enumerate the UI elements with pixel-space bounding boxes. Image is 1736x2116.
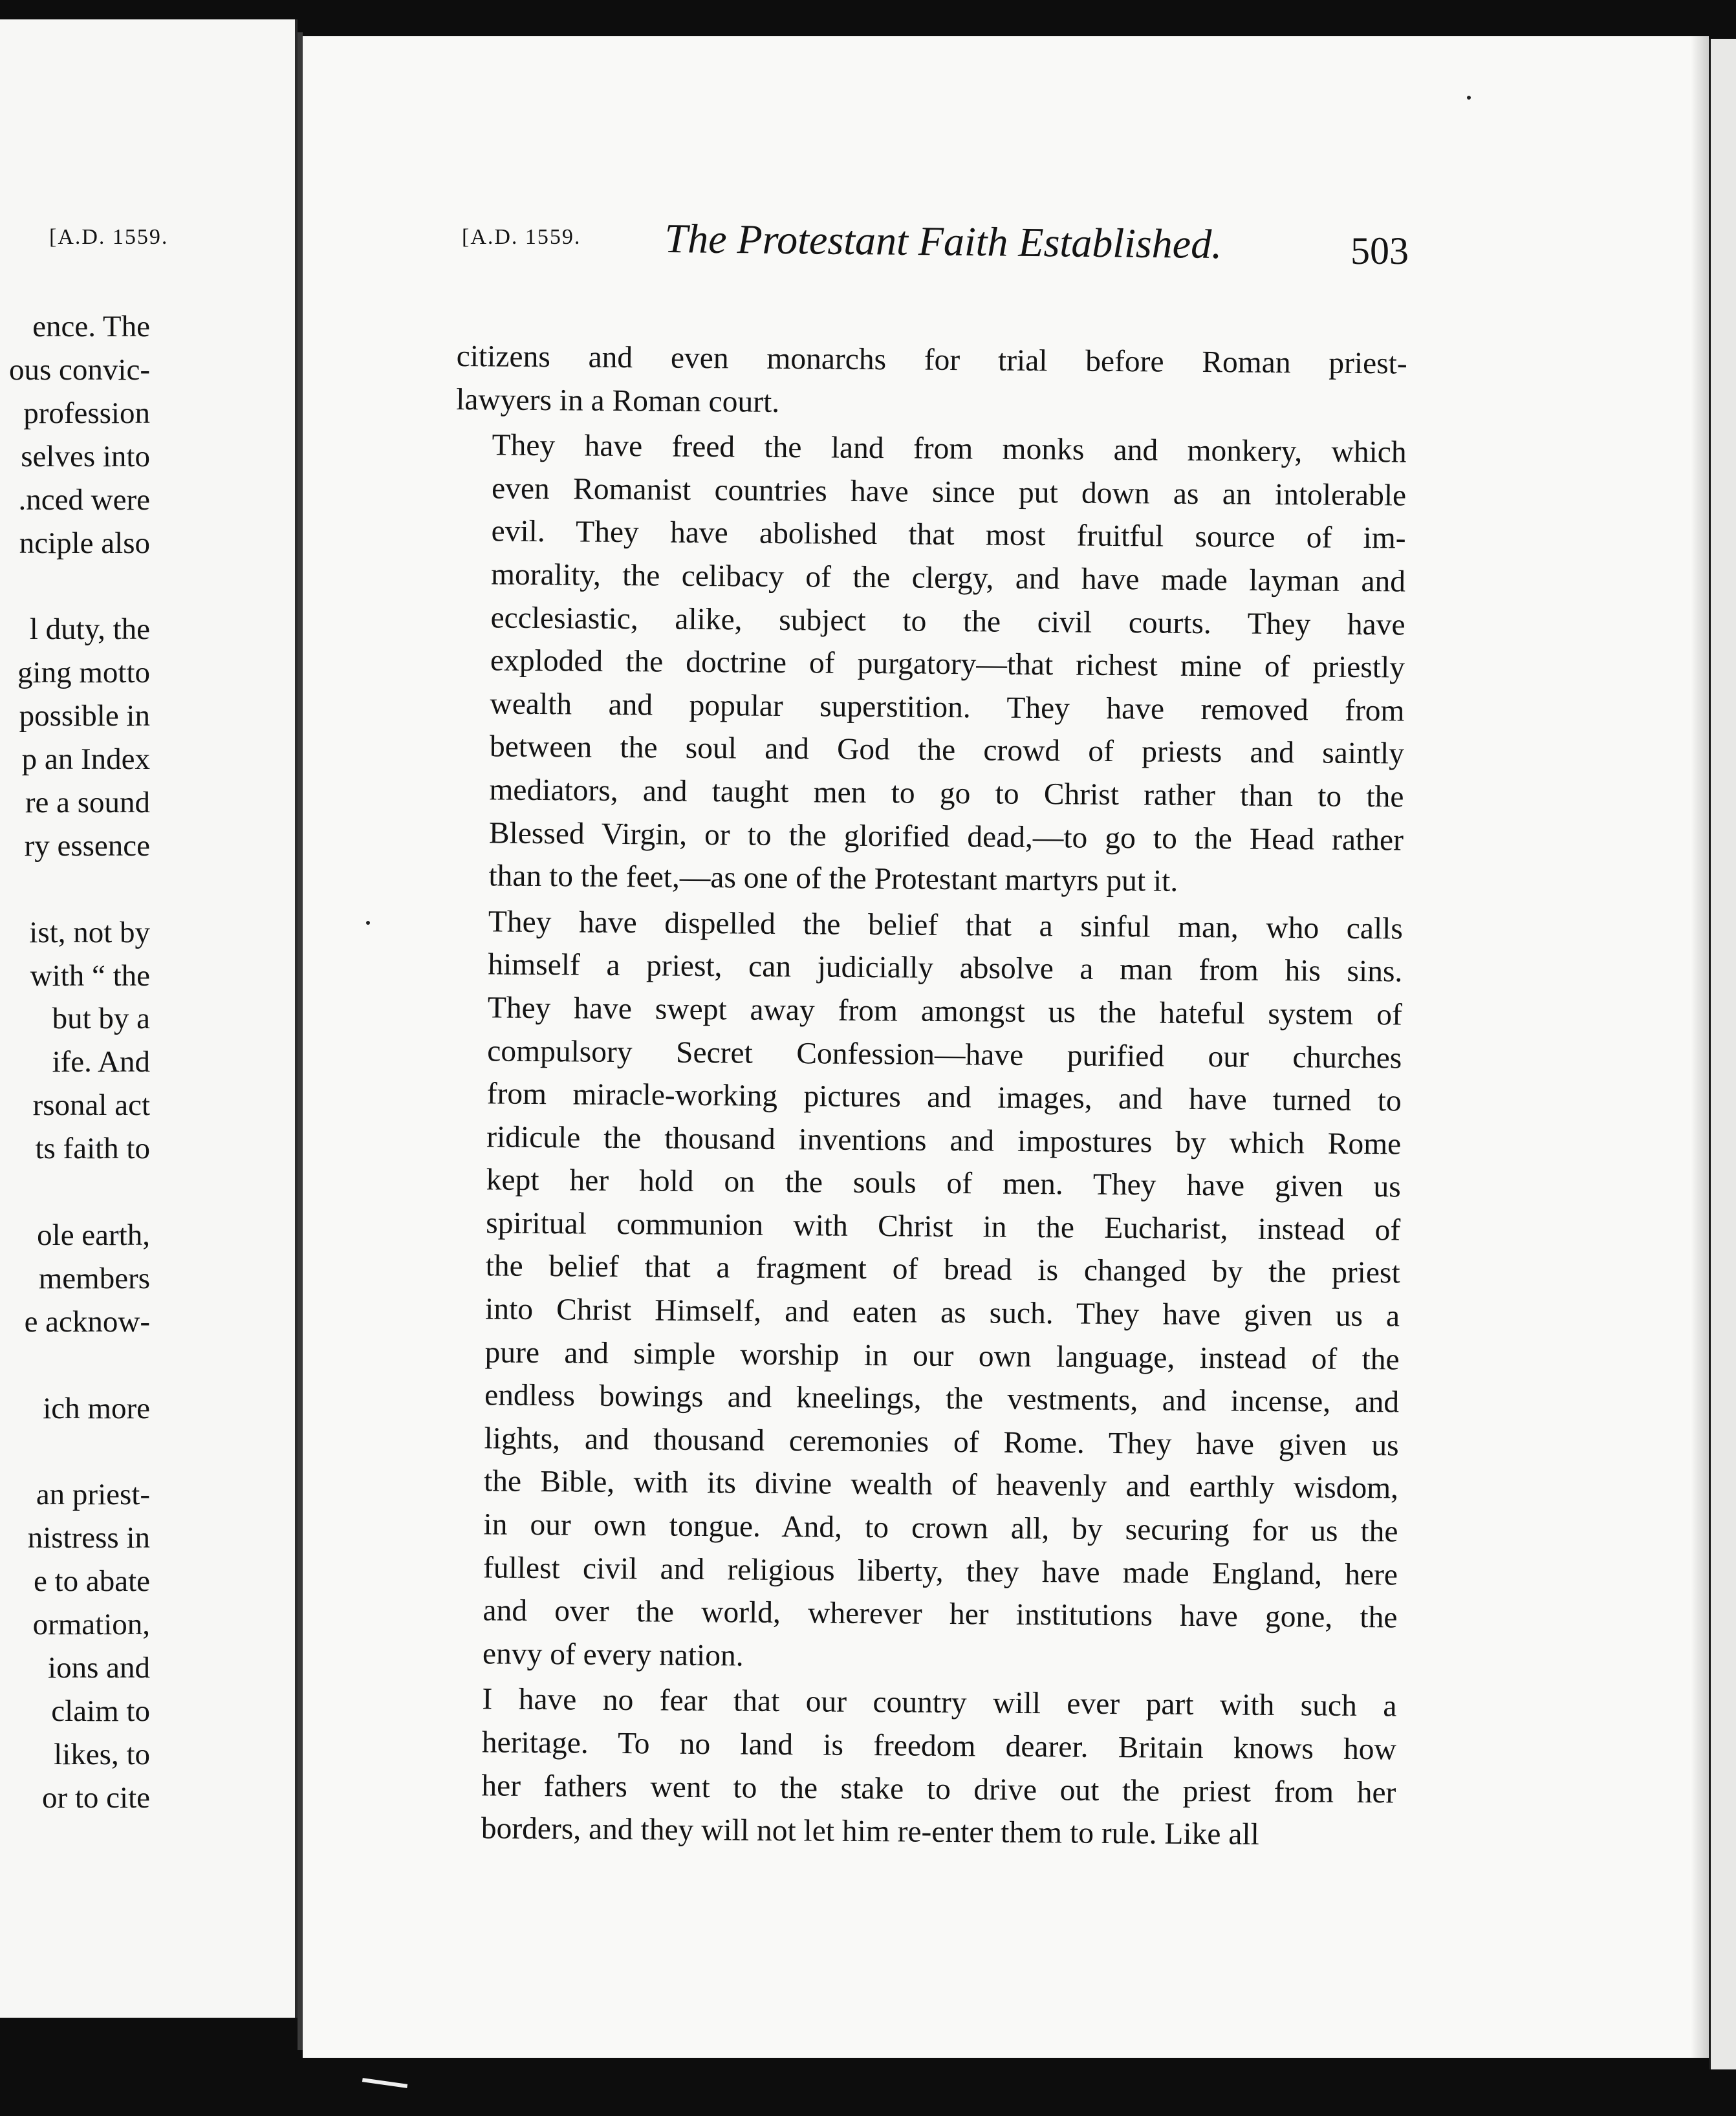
body-paragraph — [456, 335, 1407, 429]
page-body-text — [445, 335, 1407, 1857]
text-line: They have freed the land from monks and monkery, which — [492, 428, 1407, 470]
left-page-line: ole earth, — [37, 1218, 150, 1252]
text-line: in our own tongue. And, to crown all, by securing for us the — [483, 1507, 1398, 1549]
scan-speck — [366, 921, 370, 925]
left-running-head: [A.D. 1559. — [49, 225, 169, 249]
left-page-line: ry essence — [24, 828, 150, 863]
left-page-line: but by a — [52, 1002, 150, 1036]
text-line: pure and simple worship in our own language, instead of the — [484, 1335, 1400, 1377]
text-line: spiritual communion with Christ in the Eucharist, instead of — [486, 1206, 1401, 1247]
left-page-line: rsonal act — [32, 1088, 150, 1123]
text-line: between the soul and God the crowd of priests and saintly — [489, 729, 1405, 771]
left-page-line: profession — [23, 396, 150, 430]
left-page-line: p an Index — [21, 742, 150, 776]
left-page-line: claim to — [51, 1694, 150, 1728]
left-page-line: e to abate — [33, 1564, 150, 1599]
left-page-line: ous convic- — [9, 352, 150, 387]
left-page-line: ife. And — [52, 1045, 150, 1079]
text-line: into Christ Himself, and eaten as such. They have given us a — [484, 1292, 1400, 1333]
left-page-line: e acknow- — [24, 1304, 150, 1339]
text-line: morality, the celibacy of the clergy, and have made layman and — [490, 557, 1406, 599]
page-edge-shadow — [1691, 36, 1709, 2058]
text-line: her fathers went to the stake to drive out the priest from her — [481, 1768, 1396, 1810]
text-line: I have no fear that our country will ever part with such a — [482, 1682, 1397, 1723]
text-line: envy of every nation. — [482, 1637, 744, 1673]
text-line: wealth and popular superstition. They have removed from — [490, 687, 1405, 728]
text-line: the belief that a fragment of bread is changed by the priest — [485, 1249, 1400, 1290]
body-paragraph — [446, 900, 1403, 1683]
left-page-line: nciple also — [19, 526, 150, 560]
body-paragraph — [445, 1678, 1397, 1857]
left-page-line: ence. The — [32, 310, 150, 343]
text-line: heritage. To no land is freedom dearer. Britain knows how — [481, 1725, 1397, 1767]
text-line: Blessed Virgin, or to the glorified dead,—to go to the Head rather — [488, 815, 1404, 858]
left-page-line: possible in — [19, 699, 150, 733]
book-gutter — [298, 32, 303, 2050]
running-title: The Protestant Faith Established. — [664, 215, 1222, 268]
text-line: fullest civil and religious liberty, they have made England, here — [483, 1551, 1398, 1592]
left-page-line: ions and — [48, 1650, 150, 1685]
text-line: evil. They have abolished that most fruitful source of im- — [491, 514, 1406, 556]
facing-page-left — [0, 19, 298, 2018]
page-number: 503 — [1351, 230, 1409, 272]
left-page-line: re a sound — [25, 785, 150, 819]
left-page-line: ging motto — [17, 656, 150, 690]
text-line: They have swept away from amongst us the hateful system of — [487, 991, 1402, 1032]
text-line: borders, and they will not let him re-enter them to rule. Like all — [481, 1811, 1260, 1852]
left-page-line: selves into — [21, 439, 150, 473]
text-line: They have dispelled the belief that a sinful man, who calls — [488, 905, 1404, 946]
page-stack-edge — [1709, 39, 1736, 2069]
left-page-line: ich more — [43, 1391, 150, 1425]
left-page-line: .nced were — [18, 482, 150, 517]
text-line: than to the feet,—as one of the Protestant martyrs put it. — [488, 859, 1178, 898]
scan-speck — [1467, 96, 1471, 100]
text-line: ecclesiastic, alike, subject to the civil courts. They have — [490, 600, 1405, 642]
text-line: endless bowings and kneelings, the vestments, and incense, and — [484, 1378, 1400, 1420]
text-line: the Bible, with its divine wealth of heavenly and earthly wisdom, — [483, 1464, 1399, 1506]
text-line: from miracle-working pictures and images, and have turned to — [486, 1077, 1402, 1118]
left-page-line: l duty, the — [29, 612, 150, 647]
left-page-line: with “ the — [30, 958, 150, 993]
scan-mark — [362, 2078, 407, 2088]
text-line: himself a priest, can judicially absolve a man from his sins. — [488, 947, 1403, 989]
text-line: kept her hold on the souls of men. They have given us — [486, 1163, 1401, 1204]
text-line: and over the world, wherever her institutions have gone, the — [483, 1593, 1398, 1635]
text-line: lawyers in a Roman court. — [456, 382, 780, 419]
left-page-line: ormation, — [32, 1608, 150, 1641]
text-line: lights, and thousand ceremonies of Rome. They have given us — [484, 1421, 1399, 1463]
left-page-line: or to cite — [41, 1780, 150, 1815]
text-line: even Romanist countries have since put down as an intolerable — [491, 471, 1407, 513]
body-paragraph — [452, 424, 1407, 905]
left-page-line: members — [38, 1261, 150, 1295]
left-page-line: ist, not by — [29, 915, 150, 949]
left-page-line: ts faith to — [35, 1132, 150, 1166]
left-page-line: likes, to — [54, 1737, 150, 1771]
text-line: ridicule the thousand inventions and impostures by which Rome — [486, 1120, 1402, 1161]
text-line: citizens and even monarchs for trial before Roman priest- — [456, 339, 1407, 381]
text-line: compulsory Secret Confession—have purified our churches — [487, 1033, 1402, 1075]
running-head-date: [A.D. 1559. — [462, 225, 581, 249]
left-page-line: an priest- — [36, 1478, 150, 1512]
left-page-line: nistress in — [27, 1521, 150, 1555]
page-503 — [303, 36, 1709, 2058]
text-line: mediators, and taught men to go to Christ rather than to the — [489, 773, 1404, 814]
text-line: exploded the doctrine of purgatory—that richest mine of priestly — [490, 643, 1405, 685]
